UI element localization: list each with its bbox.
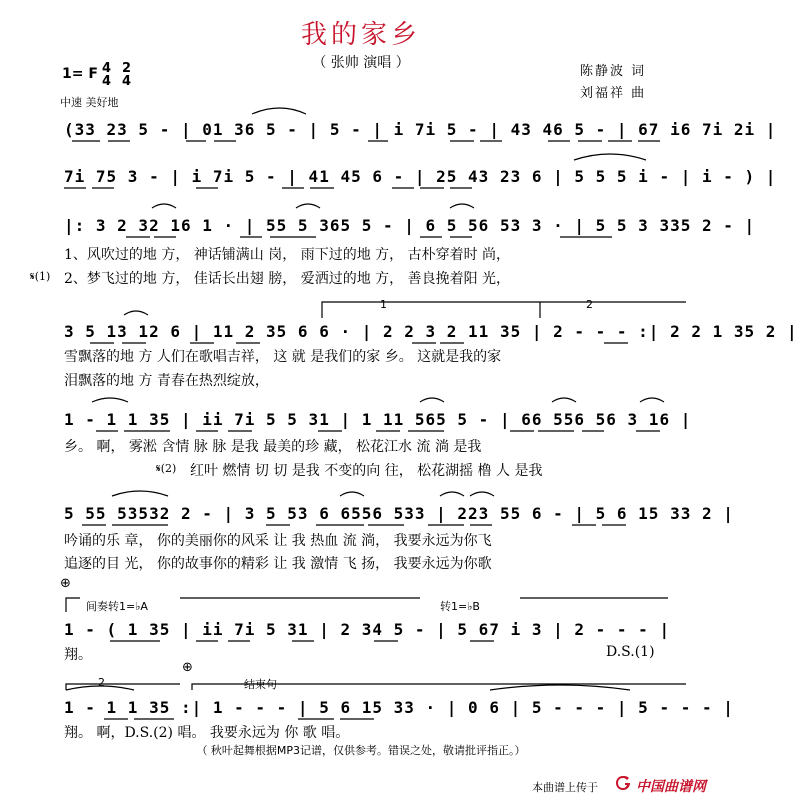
score-line-7: 1 - ( 1 35 | ii 7i 5 31 | 2 34 5 - | 5 67 i 3 | 2 - - - | [64, 620, 671, 639]
lyrics-5-verse-1: 乡。 啊， 雾淞 含情 脉 脉 是我 最美的珍 藏， 松花江水 流 淌 是我 [64, 439, 482, 455]
ending-label: 结束句 [244, 678, 277, 691]
time-signature-a: 4 4 [102, 61, 112, 89]
song-title: 我的家乡 [300, 20, 421, 50]
lyrics-3-verse-2: 2、梦飞过的地 方， 佳话长出翅 膀， 爱洒过的地 方， 善良挽着阳 光， [64, 271, 511, 287]
brand-name: 中国曲谱网 [636, 779, 706, 795]
score-line-8: 1 - 1 1 35 :| 1 - - - | 5 6 15 33 · | 0 6 | 5 - - - | 5 - - - | [64, 698, 734, 717]
score-line-3: |: 3 2 32 16 1 · | 55 5 365 5 - | 6 5 56 53 3 · | 5 5 3 335 2 - | [64, 216, 756, 235]
volta-2-label: 2 [586, 298, 593, 311]
lyrics-5-verse-2: 红叶 燃情 切 切 是我 不变的向 往， 松花湖摇 橹 人 是我 [190, 463, 543, 479]
score-line-5: 1 - 1 1 35 | ii 7i 5 5 31 | 1 11 565 5 - | 66 556 56 3 16 | [64, 410, 692, 429]
score-line-4: 3 5 13 12 6 | 11 2 35 6 6 · | 2 2 3 2 11 35 | 2 - - - :| 2 2 1 35 2 | [64, 322, 798, 341]
volta-2-final-label: 2 [98, 676, 105, 689]
lyrics-4-verse-2: 泪飘落的地 方 青春在热烈绽放， [64, 373, 269, 389]
key-change-label: 转1=♭B [440, 600, 480, 613]
tempo-marking: 中速 美好地 [60, 96, 119, 109]
segno-sign-1: 𝄋(1) [30, 270, 51, 283]
dal-segno-1: D.S.(1) [606, 644, 655, 660]
interlude-modulation: 间奏转1=♭A [86, 600, 148, 613]
lyrics-3-verse-1: 1、风吹过的地 方， 神话铺满山 岗， 雨下过的地 方， 古朴穿着时 尚， [64, 247, 511, 263]
lyrics-6-verse-1: 吟诵的乐 章， 你的美丽你的风采 让 我 热血 流 淌， 我要永远为你飞 [64, 533, 492, 549]
segno-sign-2: 𝄋(2) [156, 462, 177, 475]
lyrics-4-verse-1: 雪飘落的地 方 人们在歌唱吉祥， 这 就 是我们的家 乡。 这就是我的家 [64, 349, 502, 365]
time-signature-b: 2 4 [122, 61, 132, 89]
volta-1-label: 1 [380, 298, 387, 311]
score-line-1: (33 23 5 - | 01 36 5 - | 5 - | i 7i 5 - | 43 46 5 - | 67 i6 7i 2i | [64, 120, 777, 139]
transcription-note: （ 秋叶起舞根据MP3记谱，仅供参考。错误之处，敬请批评指正。） [196, 744, 526, 757]
singer-credit: （ 张帅 演唱 ） [312, 55, 410, 71]
lyrics-6-verse-2: 追逐的目 光， 你的故事你的精彩 让 我 激情 飞 扬， 我要永远为你歌 [64, 556, 492, 572]
lyrics-7: 翔。 [64, 647, 92, 663]
score-line-2: 7i 75 3 - | i 7i 5 - | 41 45 6 - | 25 43 23 6 | 5 5 5 i - | i - ) | [64, 167, 777, 186]
lyrics-8: 翔。 啊，D.S.(2) 唱。 我要永远为 你 歌 唱。 [64, 725, 350, 741]
lyricist-credit: 陈静波 词 [580, 64, 647, 79]
key-signature: 1= F [62, 66, 98, 82]
upload-note: 本曲谱上传于 [532, 781, 598, 794]
score-line-6: 5 55 53532 2 - | 3 5 53 6 6556 533 | 223 55 6 - | 5 6 15 33 2 | [64, 504, 734, 523]
coda-sign: ⊕ [60, 576, 71, 591]
composer-credit: 刘福祥 曲 [580, 86, 647, 101]
coda-sign-2: ⊕ [182, 660, 193, 675]
